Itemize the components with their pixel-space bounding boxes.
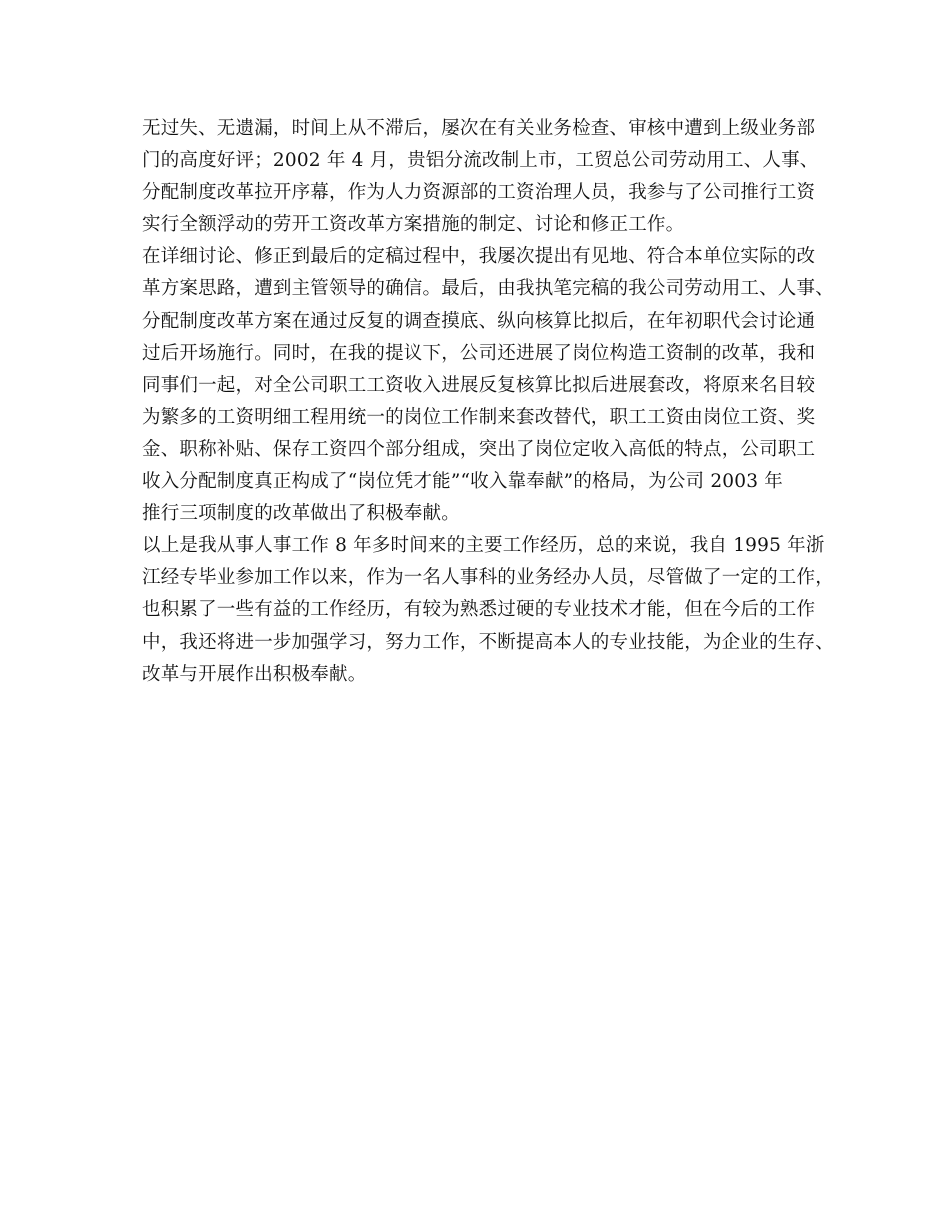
text-line: 金、职称补贴、保存工资四个部分组成，突出了岗位定收入高低的特点，公司职工	[142, 438, 816, 460]
text-line: 以上是我从事人事工作 8 年多时间来的主要工作经历，总的来说，我自 1995 年浙	[142, 535, 825, 557]
text-line: 同事们一起，对全公司职工工资收入进展反复核算比拟后进展套改，将原来名目较	[142, 374, 816, 396]
text-line: 改革与开展作出积极奉献。	[142, 663, 367, 685]
text-line: 在详细讨论、修正到最后的定稿过程中，我屡次提出有见地、符合本单位实际的改	[142, 246, 816, 268]
text-line: 门的高度好评；2002 年 4 月，贵铝分流改制上市，工贸总公司劳动用工、人事、	[142, 150, 819, 172]
text-line: 江经专毕业参加工作以来，作为一名人事科的业务经办人员，尽管做了一定的工作，	[142, 567, 834, 589]
text-line: 分配制度改革方案在通过反复的调查摸底、纵向核算比拟后，在年初职代会讨论通	[142, 310, 816, 332]
text-line: 推行三项制度的改革做出了积极奉献。	[142, 503, 460, 525]
document-body	[142, 113, 842, 691]
text-line: 分配制度改革拉开序幕，作为人力资源部的工资治理人员，我参与了公司推行工资	[142, 182, 816, 204]
text-line: 也积累了一些有益的工作经历，有较为熟悉过硬的专业技术才能，但在今后的工作	[142, 599, 816, 621]
text-line: 过后开场施行。同时，在我的提议下，公司还进展了岗位构造工资制的改革，我和	[142, 342, 816, 364]
text-line: 革方案思路，遭到主管领导的确信。最后，由我执笔完稿的我公司劳动用工、人事、	[142, 278, 834, 300]
text-line: 实行全额浮动的劳开工资改革方案措施的制定、讨论和修正工作。	[142, 214, 685, 236]
text-line: 无过失、无遗漏，时间上从不滞后，屡次在有关业务检查、审核中遭到上级业务部	[142, 118, 816, 139]
text-line: 收入分配制度真正构成了“岗位凭才能”“收入靠奉献”的格局，为公司 2003 年	[142, 471, 783, 493]
text-line: 中，我还将进一步加强学习，努力工作，不断提高本人的专业技能，为企业的生存、	[142, 631, 834, 653]
text-line: 为繁多的工资明细工程用统一的岗位工作制来套改替代，职工工资由岗位工资、奖	[142, 406, 816, 428]
